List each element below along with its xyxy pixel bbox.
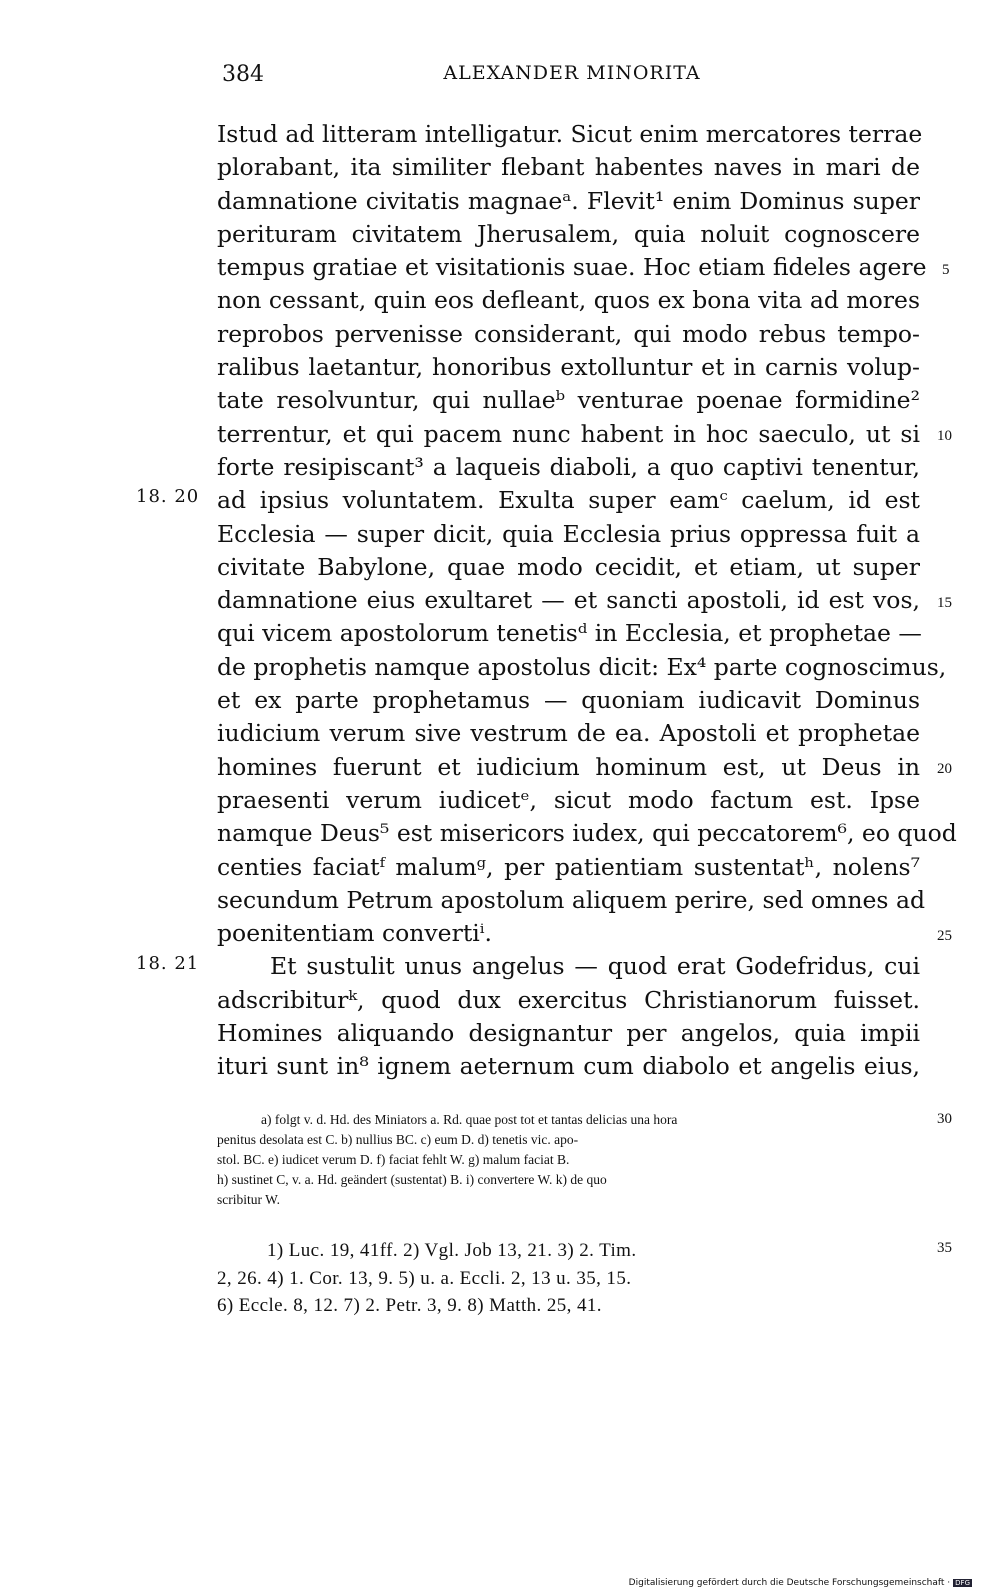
funding-note: Digitalisierung gefördert durch die Deutsche Forschungsgemeinschaft · <box>628 1578 951 1588</box>
line-number: 20 <box>937 761 952 777</box>
line-number: 30 <box>937 1111 952 1127</box>
text-line: plorabant, ita similiter flebant habentes naves in mari de <box>217 153 920 182</box>
apparatus-line: a) folgt v. d. Hd. des Miniators a. Rd. quae post tot et tantas delicias una hora <box>261 1112 678 1127</box>
text-line: qui vicem apostolorum tenetisᵈ in Ecclesia, et prophetae — <box>217 619 922 648</box>
text-line: namque Deus⁵ est misericors iudex, qui peccatorem⁶, eo quod <box>217 819 957 848</box>
apparatus-line: scribitur W. <box>217 1192 280 1207</box>
verse-reference: 18. 21 <box>136 953 200 974</box>
apparatus-line: penitus desolata est C. b) nullius BC. c) eum D. d) tenetis vic. apo- <box>217 1132 579 1147</box>
text-line: homines fuerunt et iudicium hominum est, ut Deus in <box>217 752 920 781</box>
text-line: iudicium verum sive vestrum de ea. Apostoli et prophetae <box>217 719 920 748</box>
running-head <box>222 58 922 98</box>
text-line: praesenti verum iudicetᵉ, sicut modo factum est. Ipse <box>217 785 920 814</box>
text-line: poenitentiam convertiⁱ. <box>217 919 492 948</box>
line-number: 15 <box>937 595 952 611</box>
source-line: 1) Luc. 19, 41ff. 2) Vgl. Job 13, 21. 3) 2. Tim. <box>267 1240 637 1261</box>
text-line: centies faciatᶠ malumᵍ, per patientiam sustentatʰ, nolens⁷ <box>217 852 920 881</box>
source-notes <box>217 1237 920 1320</box>
text-line: damnatione civitatis magnaeᵃ. Flevit¹ enim Dominus super <box>217 186 920 215</box>
text-line: ralibus laetantur, honoribus extolluntur et in carnis volup- <box>217 353 920 382</box>
text-line: ad ipsius voluntatem. Exulta super eamᶜ caelum, id est <box>217 486 920 515</box>
text-line: terrentur, et qui pacem nunc habent in hoc saeculo, ut si <box>217 419 920 448</box>
text-line: non cessant, quin eos defleant, quos ex bona vita ad mores <box>217 286 920 315</box>
dfg-logo-icon: DFG <box>955 1579 970 1587</box>
text-line: civitate Babylone, quae modo cecidit, et etiam, ut super <box>217 552 920 581</box>
text-line: Istud ad litteram intelligatur. Sicut enim mercatores terrae <box>217 120 923 148</box>
text-line: secundum Petrum apostolum aliquem perire, sed omnes ad <box>217 885 926 914</box>
verse-reference: 18. 20 <box>136 486 200 507</box>
text-line: forte resipiscant³ a laqueis diaboli, a quo captivi tenentur, <box>217 452 920 481</box>
apparatus-line: stol. BC. e) iudicet verum D. f) faciat fehlt W. g) malum faciat B. <box>217 1152 570 1167</box>
text-line: de prophetis namque apostolus dicit: Ex⁴ parte cognoscimus, <box>217 652 947 681</box>
critical-apparatus <box>217 1110 920 1210</box>
page-number: 384 <box>222 62 264 87</box>
text-line: perituram civitatem Jherusalem, quia noluit cognoscere <box>217 219 920 248</box>
text-line: damnatione eius exultaret — et sancti apostoli, id est vos, <box>217 586 920 615</box>
apparatus-line: h) sustinet C, v. a. Hd. geändert (sustentat) B. i) convertere W. k) de quo <box>217 1172 607 1187</box>
source-line: 6) Eccle. 8, 12. 7) 2. Petr. 3, 9. 8) Matth. 25, 41. <box>217 1295 602 1316</box>
text-line: Et sustulit unus angelus — quod erat Godefridus, cui <box>270 952 920 981</box>
text-line: adscribiturᵏ, quod dux exercitus Christianorum fuisset. <box>217 985 920 1014</box>
text-line: Ecclesia — super dicit, quia Ecclesia prius oppressa fuit a <box>217 519 920 548</box>
line-number: 35 <box>937 1240 952 1256</box>
digitization-footer <box>629 1578 972 1588</box>
line-number: 5 <box>942 262 950 278</box>
text-line: tate resolvuntur, qui nullaeᵇ venturae poenae formidine² <box>217 386 920 415</box>
text-line: ituri sunt in⁸ ignem aeternum cum diabolo et angelis eius, <box>217 1052 920 1081</box>
text-line: Homines aliquando designantur per angelos, quia impii <box>217 1019 920 1048</box>
line-number: 25 <box>937 928 952 944</box>
text-line: tempus gratiae et visitationis suae. Hoc etiam fideles agere <box>217 253 927 282</box>
source-line: 2, 26. 4) 1. Cor. 13, 9. 5) u. a. Eccli. 2, 13 u. 35, 15. <box>217 1267 632 1289</box>
line-number: 10 <box>937 428 952 444</box>
text-line: reprobos pervenisse considerant, qui modo rebus tempo- <box>217 319 920 348</box>
text-line: et ex parte prophetamus — quoniam iudicavit Dominus <box>217 686 920 715</box>
running-title: ALEXANDER MINORITA <box>443 62 701 84</box>
